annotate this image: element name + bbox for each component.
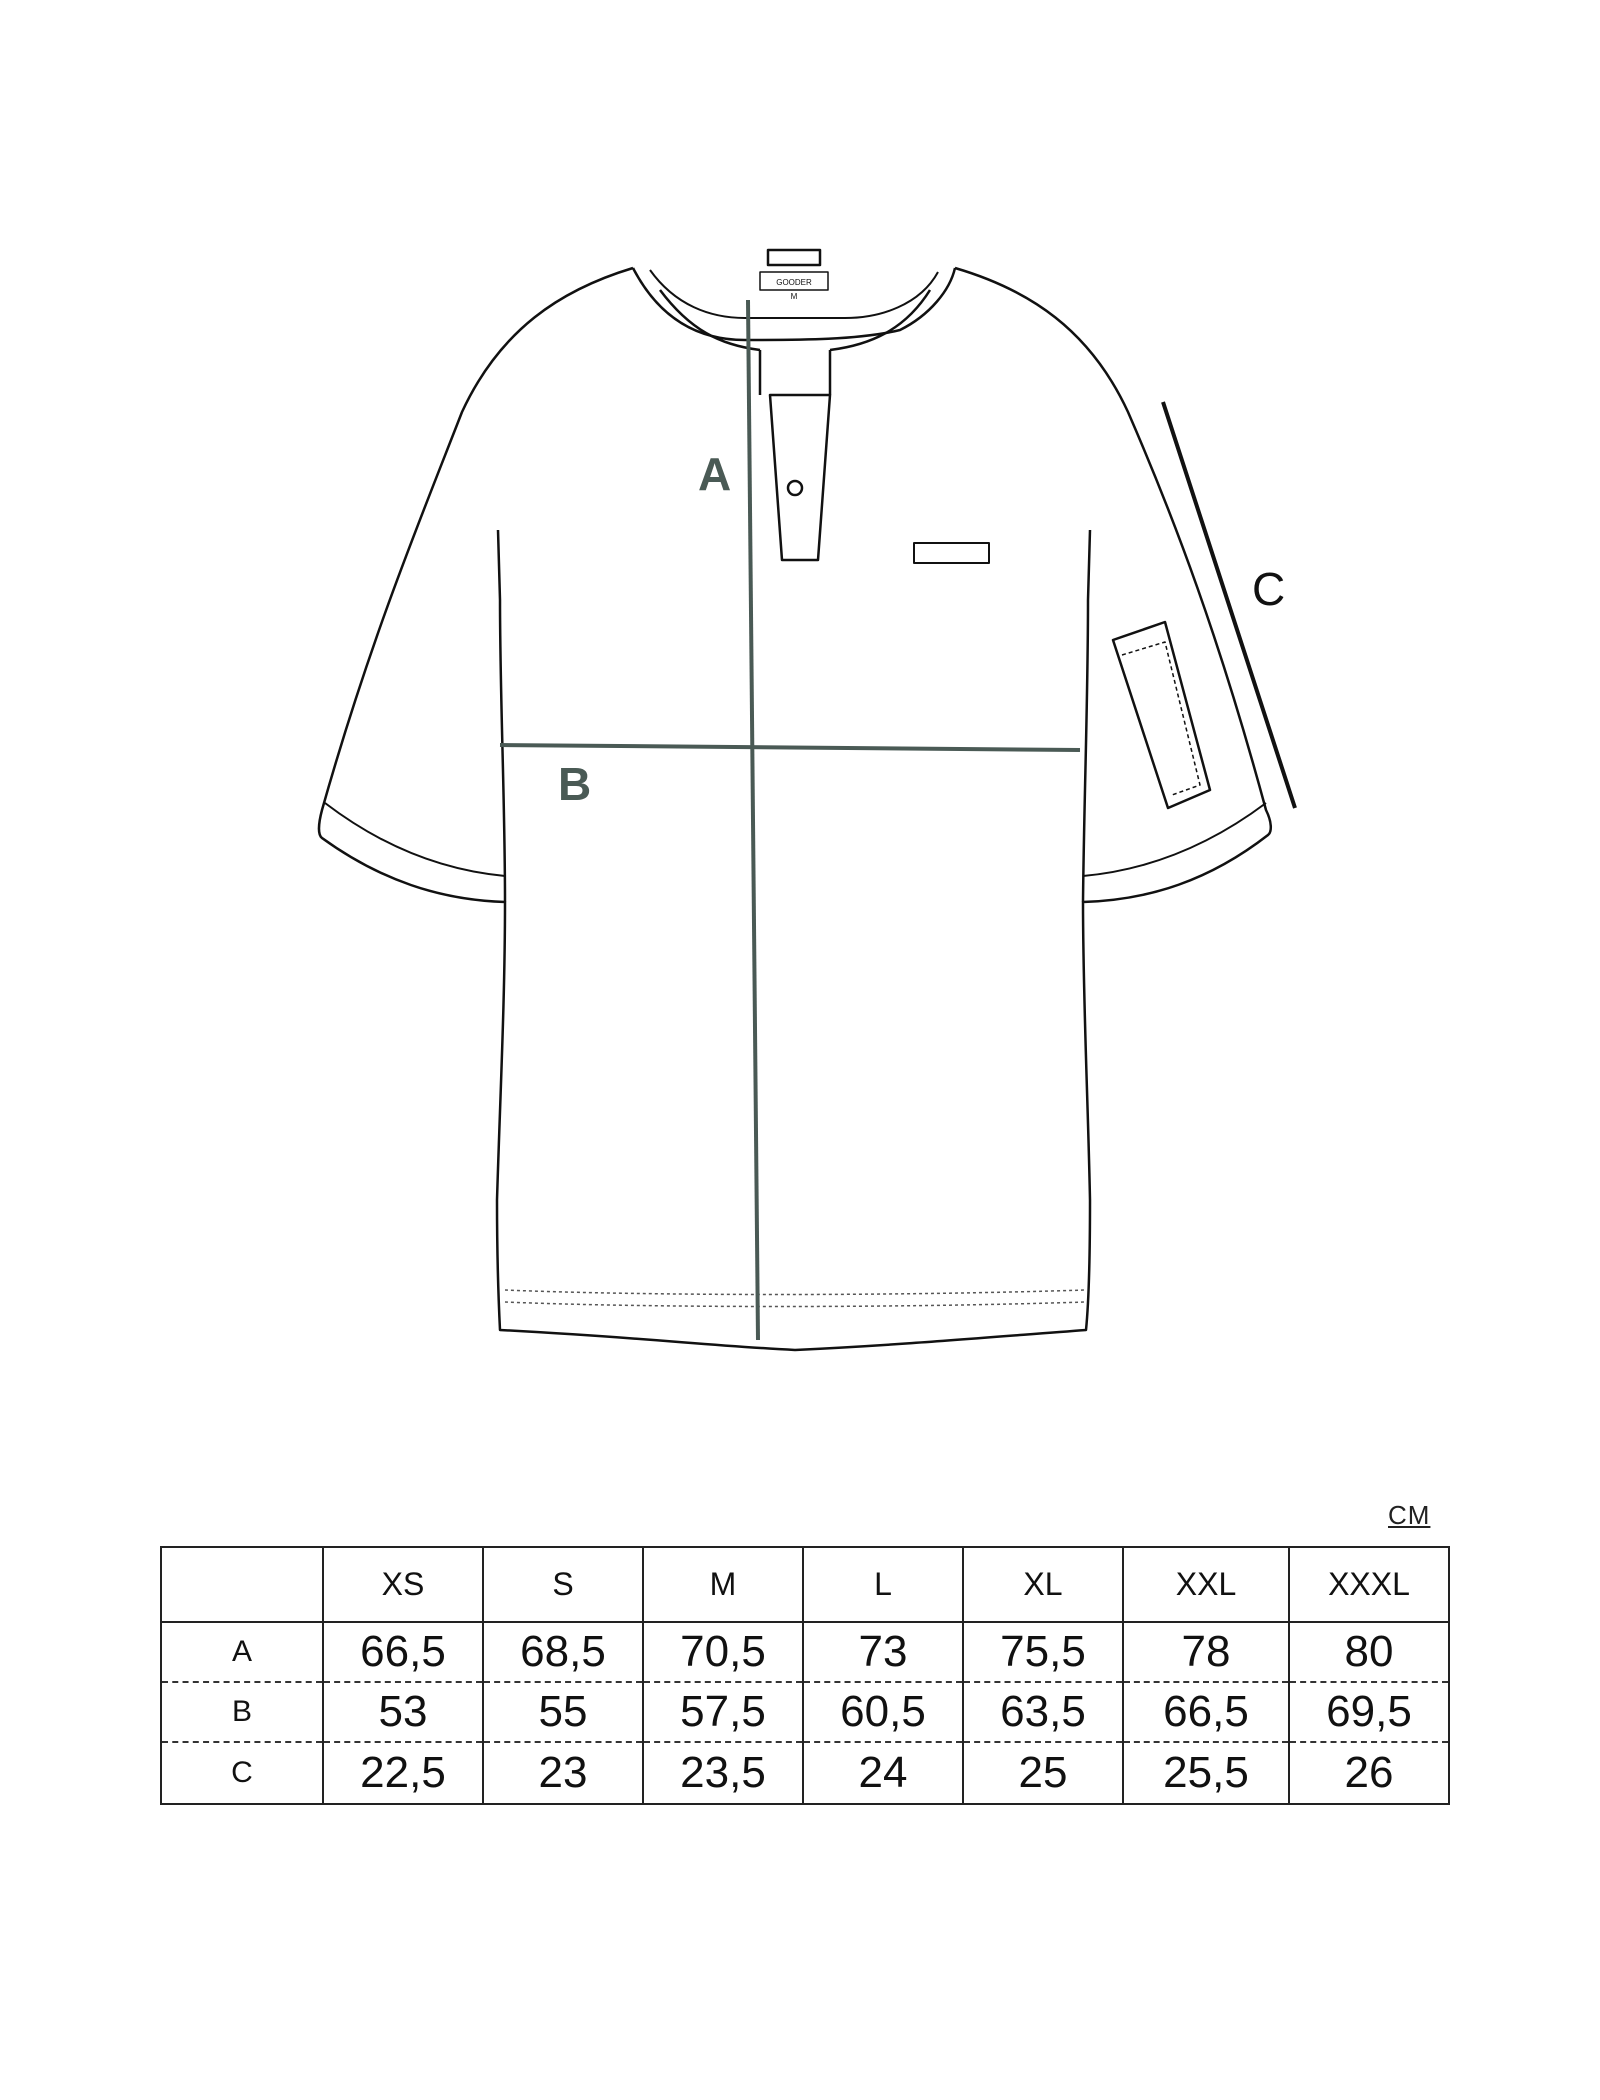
measure-label-b: B — [558, 758, 592, 810]
hem-stitching — [505, 1290, 1085, 1307]
table-cell: 75,5 — [963, 1622, 1123, 1682]
table-cell: 25 — [963, 1742, 1123, 1804]
table-cell: 66,5 — [323, 1622, 483, 1682]
size-header-m: M — [643, 1547, 803, 1622]
table-cell: 60,5 — [803, 1682, 963, 1742]
size-header-xxl: XXL — [1123, 1547, 1289, 1622]
measure-label-a: A — [698, 448, 732, 500]
unit-label: CM — [1388, 1500, 1431, 1530]
table-cell: 63,5 — [963, 1682, 1123, 1742]
table-cell: 23,5 — [643, 1742, 803, 1804]
table-cell: 73 — [803, 1622, 963, 1682]
table-row-a — [161, 1622, 1449, 1682]
table-cell: 68,5 — [483, 1622, 643, 1682]
size-header-l: L — [803, 1547, 963, 1622]
shirt-outline — [319, 250, 1271, 1350]
table-cell: 69,5 — [1289, 1682, 1449, 1742]
measure-label-c: C — [1252, 563, 1286, 615]
measure-line-a — [748, 300, 758, 1340]
row-label-a: A — [161, 1622, 323, 1682]
table-cell: 57,5 — [643, 1682, 803, 1742]
size-header-row — [161, 1547, 1449, 1622]
size-header-xl: XL — [963, 1547, 1123, 1622]
table-cell: 25,5 — [1123, 1742, 1289, 1804]
table-cell: 26 — [1289, 1742, 1449, 1804]
table-cell: 55 — [483, 1682, 643, 1742]
table-row-c — [161, 1742, 1449, 1804]
table-cell: 23 — [483, 1742, 643, 1804]
table-row-b — [161, 1682, 1449, 1742]
row-label-b: B — [161, 1682, 323, 1742]
size-table — [160, 1546, 1450, 1805]
table-cell: 78 — [1123, 1622, 1289, 1682]
size-header-s: S — [483, 1547, 643, 1622]
size-header-xxxl: XXXL — [1289, 1547, 1449, 1622]
row-label-c: C — [161, 1742, 323, 1804]
table-cell: 24 — [803, 1742, 963, 1804]
size-header-xs: XS — [323, 1547, 483, 1622]
garment-size-tag: M — [790, 292, 798, 301]
table-cell: 53 — [323, 1682, 483, 1742]
table-cell: 80 — [1289, 1622, 1449, 1682]
table-cell: 70,5 — [643, 1622, 803, 1682]
table-cell: 22,5 — [323, 1742, 483, 1804]
table-cell: 66,5 — [1123, 1682, 1289, 1742]
garment-brand-label: GOODER — [776, 278, 812, 287]
measure-line-b — [500, 745, 1080, 750]
header-corner-cell — [161, 1547, 323, 1622]
